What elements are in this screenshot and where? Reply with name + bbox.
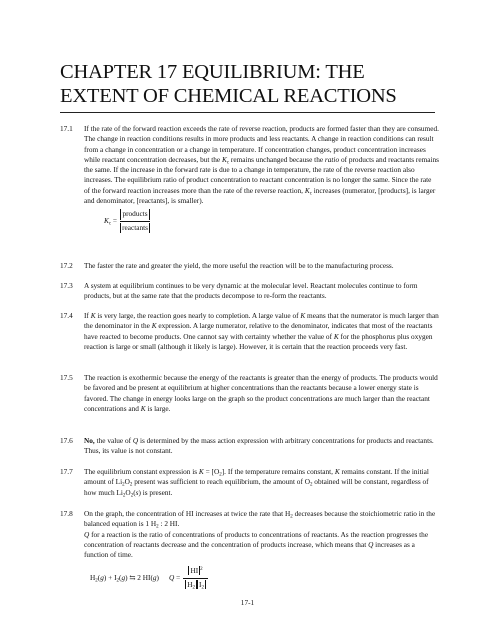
answer-17-5 <box>60 373 439 414</box>
item-number: 17.5 <box>60 373 73 382</box>
item-text: If K is very large, the reaction goes nearly to completion. A large value of K means that the numerator is much larger than the denominator in the K expression. A large numerator, relative to the denominator, indicates that most of the reactants have reacted to become products. One cannot say with certainty whether the value of K for the phosphorus plus oxygen reaction is large or small (although it likely is large). However, it is certain that the reaction proceeds very fast. <box>84 311 439 351</box>
fraction-bar <box>183 578 208 579</box>
item-lead: No, <box>84 436 95 445</box>
item-number: 17.4 <box>60 311 73 320</box>
item-text: On the graph, the concentration of HI increases at twice the rate that $H_2$ decreases because the stoichiometric ratio in the balanced equation is 1 $H_2$ : 2 HI. <box>84 509 436 530</box>
page-number: 17-1 <box>240 598 255 607</box>
fraction-bar <box>120 221 150 222</box>
kc-fraction <box>120 209 150 233</box>
item-number: 17.6 <box>60 436 73 445</box>
item-text-2: Q for a reaction is the ratio of concentrations of products to concentrations of reactants. As the reaction progresses the concentration of reactants decrease and the concentration of products increase, which means that Q increases as a function of time. <box>84 529 429 560</box>
answer-17-8 <box>60 509 439 590</box>
kc-equation <box>104 209 439 233</box>
item-number: 17.3 <box>60 281 73 290</box>
item-text: If the rate of the forward reaction exceeds the rate of reverse reaction, products are formed faster than they are consumed. The change in reaction conditions results in more products and less reactants. A change in reaction conditions can result from a change in concentration or a change in temperature. If concentration changes, product concentration increases while reactant concentration decreases, but the $K_c$ remains unchanged because the ratio of products and reactants remains the same. If the increase in the forward rate is due to a change in temperature, the rate of the reverse reaction also increases. The equilibrium ratio of product concentration to reactant concentration is no longer the same. Since the rate of the forward reaction increases more than the rate of the reverse reaction, $K_c$ increases (numerator, [products], is larger and denominator, [reactants], is smaller). <box>84 124 440 206</box>
q-denominator: $H_2$ $I_2$ <box>187 579 204 591</box>
q-equation <box>90 566 439 590</box>
item-number: 17.7 <box>60 467 73 476</box>
item-text: The reaction is exothermic because the energy of the reactants is greater than the energy of products. The products would be favored and be present at equilibrium at higher concentrations than the reactants because a lower energy state is favored. The change in energy looks large on the graph so the product concentrations are much larger than the reactant concentrations and K is large. <box>84 373 438 413</box>
answer-17-1 <box>60 124 439 235</box>
item-text: The equilibrium constant expression is $K = [O_2]$. If the temperature remains constant, K remains constant. If the initial amount of $Li_2O_2$ present was sufficient to reach equilibrium, the amount of $O_2$ obtained will be constant, regardless of how much $Li_2O_2(s)$ is present. <box>84 467 429 499</box>
title-rule <box>60 112 435 113</box>
answer-17-4 <box>60 311 439 352</box>
item-number: 17.2 <box>60 261 73 270</box>
item-text: The faster the rate and greater the yield, the more useful the reaction will be to the manufacturing process. <box>84 261 394 270</box>
answer-17-2 <box>60 261 439 271</box>
kc-numerator: products <box>122 209 148 219</box>
item-number: 17.8 <box>60 509 73 518</box>
q-symbol: Q = <box>168 573 181 583</box>
reaction-equation: $H_2(g) + I_2(g)$ ⇆ 2 HI(g) <box>90 573 159 584</box>
answer-17-7 <box>60 467 439 498</box>
kc-denominator: reactants <box>122 222 148 232</box>
item-text: A system at equilibrium continues to be very dynamic at the molecular level. Reactant molecules continue to form products, but at the same rate that the products decompose to re-form the reactants. <box>84 281 418 301</box>
answer-17-6 <box>60 436 439 457</box>
q-numerator: HI $^2$ <box>190 566 203 576</box>
item-number: 17.1 <box>60 124 73 133</box>
answer-17-3 <box>60 281 439 302</box>
chapter-title: CHAPTER 17 EQUILIBRIUM: THE EXTENT OF CHEMICAL REACTIONS <box>60 61 397 107</box>
q-fraction <box>183 566 208 590</box>
item-text: No, the value of Q is determined by the mass action expression with arbitrary concentrations for products and reactants. Thus, its value is not constant. <box>84 436 434 456</box>
kc-symbol: $K_c$ = <box>104 216 118 227</box>
